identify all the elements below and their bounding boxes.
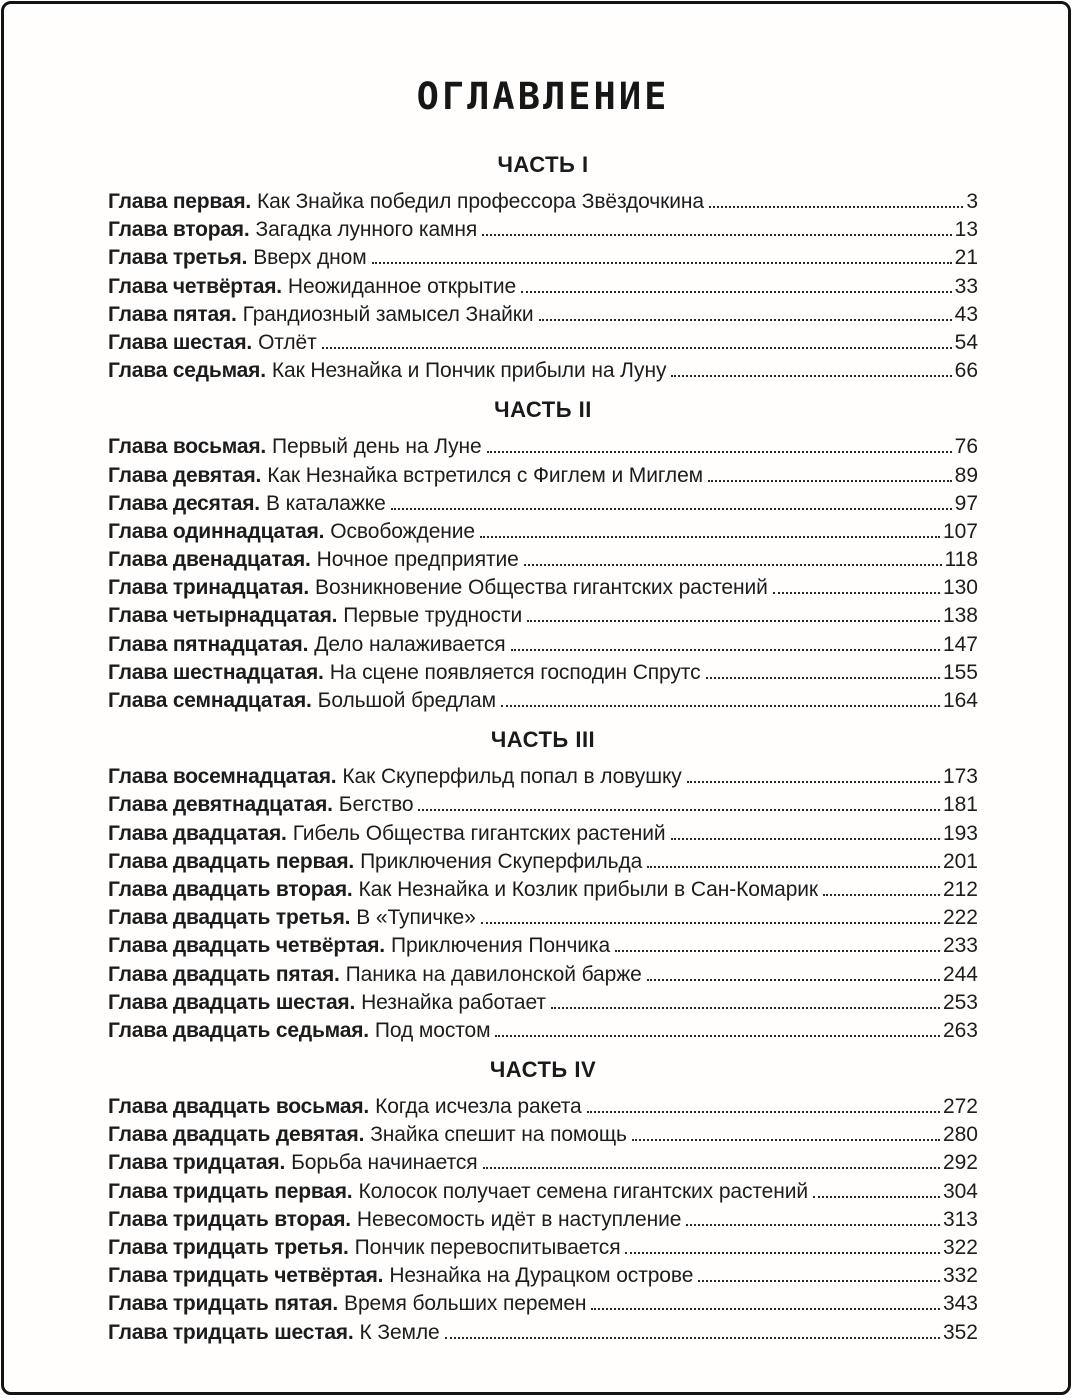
chapter-title: Освобождение — [330, 519, 475, 543]
chapter-title: Когда исчезла ракета — [375, 1095, 582, 1119]
toc-entry — [108, 273, 978, 301]
page-number: 292 — [942, 1151, 978, 1175]
dot-leader — [539, 319, 952, 321]
page-number: 332 — [942, 1264, 978, 1288]
chapter-title: Возникновение Общества гигантских растений — [315, 576, 768, 600]
toc-entry — [108, 574, 978, 602]
toc-entry — [108, 188, 978, 216]
toc-entry — [108, 518, 978, 546]
page-number: 130 — [942, 576, 978, 600]
toc-section — [108, 1057, 978, 1347]
chapter-title: Как Незнайка и Пончик прибыли на Луну — [271, 359, 667, 383]
chapter-title: Вверх дном — [253, 246, 367, 270]
chapter-label: Глава четвёртая. — [108, 274, 282, 298]
dot-leader — [708, 480, 952, 482]
toc-section — [108, 727, 978, 1045]
page-number: 66 — [954, 359, 978, 383]
chapter-title: Ночное предприятие — [316, 548, 519, 572]
page-number: 76 — [954, 435, 978, 459]
chapter-label: Глава двадцать шестая. — [108, 990, 356, 1014]
toc-entry — [108, 989, 978, 1017]
dot-leader — [591, 1308, 940, 1310]
page-number: 138 — [942, 604, 978, 628]
page-number: 212 — [942, 877, 978, 901]
chapter-title: Колосок получает семена гигантских растений — [358, 1179, 808, 1203]
toc-sections — [108, 152, 978, 1347]
dot-leader — [483, 1167, 940, 1169]
chapter-title: В каталажке — [265, 491, 386, 515]
part-entries — [108, 188, 978, 385]
dot-leader — [823, 894, 940, 896]
page-number: 21 — [954, 246, 978, 270]
toc-entry — [108, 904, 978, 932]
toc-entry — [108, 1290, 978, 1318]
chapter-label: Глава пятнадцатая. — [108, 632, 309, 656]
chapter-label: Глава двенадцатая. — [108, 548, 311, 572]
chapter-title: Как Скуперфильд попал в ловушку — [342, 765, 682, 789]
chapter-title: Приключения Пончика — [390, 934, 611, 958]
page-number: 193 — [942, 821, 978, 845]
chapter-title: Пончик перевоспитывается — [354, 1236, 621, 1259]
dot-leader — [773, 592, 940, 594]
chapter-label: Глава шестнадцатая. — [108, 660, 324, 684]
toc-entry — [108, 631, 978, 659]
chapter-label: Глава четырнадцатая. — [108, 604, 338, 628]
chapter-label: Глава одиннадцатая. — [108, 519, 325, 543]
toc-entry — [108, 329, 978, 357]
toc-entry — [108, 357, 978, 385]
chapter-label: Глава тридцать шестая. — [108, 1320, 354, 1344]
toc-entry — [108, 490, 978, 518]
toc-entry — [108, 791, 978, 819]
page-number: 244 — [942, 962, 978, 986]
chapter-title: На сцене появляется господин Спрутс — [329, 660, 701, 684]
chapter-title: Первый день на Луне — [272, 435, 482, 459]
toc-entry — [108, 659, 978, 687]
chapter-label: Глава двадцать восьмая. — [108, 1095, 370, 1119]
chapter-label: Глава восемнадцатая. — [108, 765, 337, 789]
page-number: 280 — [942, 1123, 978, 1147]
toc-entry — [108, 687, 978, 715]
dot-leader — [625, 1252, 939, 1254]
chapter-title: Гибель Общества гигантских растений — [292, 821, 666, 845]
dot-leader — [551, 1007, 940, 1009]
chapter-label: Глава семнадцатая. — [108, 689, 312, 712]
page-number: 33 — [954, 274, 978, 298]
dot-leader — [527, 620, 940, 622]
part-header: ЧАСТЬ I — [497, 152, 589, 177]
page-number: 97 — [954, 491, 978, 515]
part-entries — [108, 433, 978, 715]
page-number: 263 — [942, 1018, 978, 1042]
toc-entry — [108, 1178, 978, 1206]
page-number: 54 — [954, 330, 978, 354]
page-number: 222 — [942, 906, 978, 930]
dot-leader — [445, 1337, 940, 1339]
chapter-title: Борьба начинается — [291, 1151, 478, 1175]
toc-section — [108, 397, 978, 715]
chapter-title: В «Тупичке» — [356, 906, 476, 930]
chapter-title: Приключения Скуперфильда — [360, 849, 643, 873]
page-number: 107 — [942, 519, 978, 543]
dot-leader — [706, 677, 940, 679]
page-number: 343 — [942, 1292, 978, 1316]
toc-entry — [108, 763, 978, 791]
chapter-label: Глава первая. — [108, 190, 252, 213]
chapter-title: Как Знайка победил профессора Звёздочкина — [257, 190, 704, 213]
chapter-label: Глава двадцать седьмая. — [108, 1018, 369, 1042]
toc-section — [108, 152, 978, 385]
chapter-title: Паника на давилонской барже — [345, 962, 642, 986]
chapter-title: Первые трудности — [343, 604, 523, 628]
toc-entry — [108, 961, 978, 989]
chapter-label: Глава десятая. — [108, 491, 260, 515]
page-number: 43 — [954, 302, 978, 326]
toc-entry — [108, 301, 978, 329]
dot-leader — [524, 564, 942, 566]
page-number: 304 — [942, 1179, 978, 1203]
toc-entry — [108, 1206, 978, 1234]
toc-entry — [108, 1017, 978, 1045]
toc-entry — [108, 546, 978, 574]
page-number: 313 — [942, 1207, 978, 1231]
toc-entry — [108, 1149, 978, 1177]
chapter-title: Как Незнайка и Козлик прибыли в Сан-Комарик — [358, 877, 819, 901]
toc-entry — [108, 602, 978, 630]
chapter-title: Как Незнайка встретился с Фиглем и Миглем — [267, 463, 704, 487]
chapter-title: Знайка спешит на помощь — [370, 1123, 627, 1147]
page-title: ОГЛАВЛЕНИЕ — [416, 75, 670, 118]
part-entries — [108, 1093, 978, 1347]
dot-leader — [647, 866, 940, 868]
dot-leader — [587, 1111, 940, 1113]
chapter-label: Глава девятнадцатая. — [108, 793, 333, 817]
dot-leader — [698, 1280, 940, 1282]
part-header: ЧАСТЬ II — [494, 397, 592, 423]
toc-entry — [108, 244, 978, 272]
chapter-label: Глава двадцать первая. — [108, 849, 355, 873]
chapter-label: Глава девятая. — [108, 463, 262, 487]
dot-leader — [372, 262, 952, 264]
dot-leader — [686, 1224, 940, 1226]
dot-leader — [391, 508, 952, 510]
dot-leader — [671, 838, 940, 840]
page-number: 13 — [954, 218, 978, 242]
chapter-label: Глава тридцатая. — [108, 1151, 286, 1175]
chapter-label: Глава пятая. — [108, 302, 237, 326]
dot-leader — [521, 291, 952, 293]
page-number: 253 — [942, 990, 978, 1014]
dot-leader — [813, 1196, 940, 1198]
dot-leader — [418, 809, 939, 811]
chapter-label: Глава тридцать вторая. — [108, 1207, 351, 1231]
page-number: 89 — [954, 463, 978, 487]
page-number: 181 — [942, 793, 978, 817]
dot-leader — [487, 451, 952, 453]
dot-leader — [671, 375, 951, 377]
chapter-label: Глава двадцатая. — [108, 821, 287, 845]
chapter-label: Глава тридцать четвёртая. — [108, 1264, 384, 1288]
toc-entry — [108, 848, 978, 876]
chapter-label: Глава тринадцатая. — [108, 576, 310, 600]
dot-leader — [647, 979, 940, 981]
chapter-label: Глава двадцать третья. — [108, 906, 351, 930]
chapter-label: Глава восьмая. — [108, 435, 267, 459]
page-number: 155 — [942, 660, 978, 684]
chapter-title: К Земле — [359, 1320, 440, 1344]
dot-leader — [322, 347, 952, 349]
dot-leader — [495, 1035, 940, 1037]
chapter-title: Большой бредлам — [317, 689, 496, 712]
chapter-label: Глава двадцать четвёртая. — [108, 934, 385, 958]
toc-entry — [108, 932, 978, 960]
toc-entry — [108, 1121, 978, 1149]
dot-leader — [511, 649, 940, 651]
chapter-label: Глава тридцать пятая. — [108, 1292, 339, 1316]
chapter-title: Под мостом — [374, 1018, 491, 1042]
chapter-label: Глава шестая. — [108, 330, 253, 354]
chapter-title: Незнайка на Дурацком острове — [389, 1264, 694, 1288]
dot-leader — [632, 1139, 940, 1141]
part-header: ЧАСТЬ IV — [489, 1057, 597, 1083]
chapter-label: Глава тридцать третья. — [108, 1236, 349, 1259]
toc-entry — [108, 1319, 978, 1347]
chapter-label: Глава двадцать девятая. — [108, 1123, 365, 1147]
chapter-title: Неожиданное открытие — [287, 274, 517, 298]
dot-leader — [480, 536, 940, 538]
dot-leader — [615, 950, 940, 952]
toc-entry — [108, 876, 978, 904]
page-number: 164 — [942, 689, 978, 712]
page-number: 272 — [942, 1095, 978, 1119]
toc-entry — [108, 1093, 978, 1121]
dot-leader — [501, 705, 940, 707]
chapter-title: Незнайка работает — [361, 990, 546, 1014]
toc-entry — [108, 433, 978, 461]
page-number: 173 — [942, 765, 978, 789]
page-number: 201 — [942, 849, 978, 873]
chapter-label: Глава вторая. — [108, 218, 250, 242]
chapter-label: Глава тридцать первая. — [108, 1179, 353, 1203]
toc-entry — [108, 462, 978, 490]
page-number: 147 — [942, 632, 978, 656]
dot-leader — [482, 234, 952, 236]
page-number: 233 — [942, 934, 978, 958]
toc-entry — [108, 1262, 978, 1290]
chapter-label: Глава двадцать вторая. — [108, 877, 353, 901]
chapter-label: Глава двадцать пятая. — [108, 962, 340, 986]
page-number: 322 — [942, 1236, 978, 1259]
dot-leader — [709, 206, 963, 208]
chapter-title: Невесомость идёт в наступление — [356, 1207, 682, 1231]
page-number: 118 — [944, 548, 978, 572]
chapter-label: Глава третья. — [108, 246, 248, 270]
chapter-title: Отлёт — [258, 330, 317, 354]
part-header: ЧАСТЬ III — [490, 727, 596, 753]
toc-entry — [108, 1234, 978, 1262]
chapter-title: Грандиозный замысел Знайки — [242, 302, 534, 326]
chapter-title: Бегство — [338, 793, 414, 817]
toc-entry — [108, 216, 978, 244]
chapter-title: Время больших перемен — [344, 1292, 587, 1316]
dot-leader — [687, 781, 940, 783]
page-number: 352 — [942, 1320, 978, 1344]
dot-leader — [481, 922, 940, 924]
chapter-label: Глава седьмая. — [108, 359, 266, 383]
part-entries — [108, 763, 978, 1045]
chapter-title: Загадка лунного камня — [255, 218, 478, 242]
toc-entry — [108, 820, 978, 848]
page-number: 3 — [966, 190, 978, 213]
chapter-title: Дело налаживается — [314, 632, 506, 656]
